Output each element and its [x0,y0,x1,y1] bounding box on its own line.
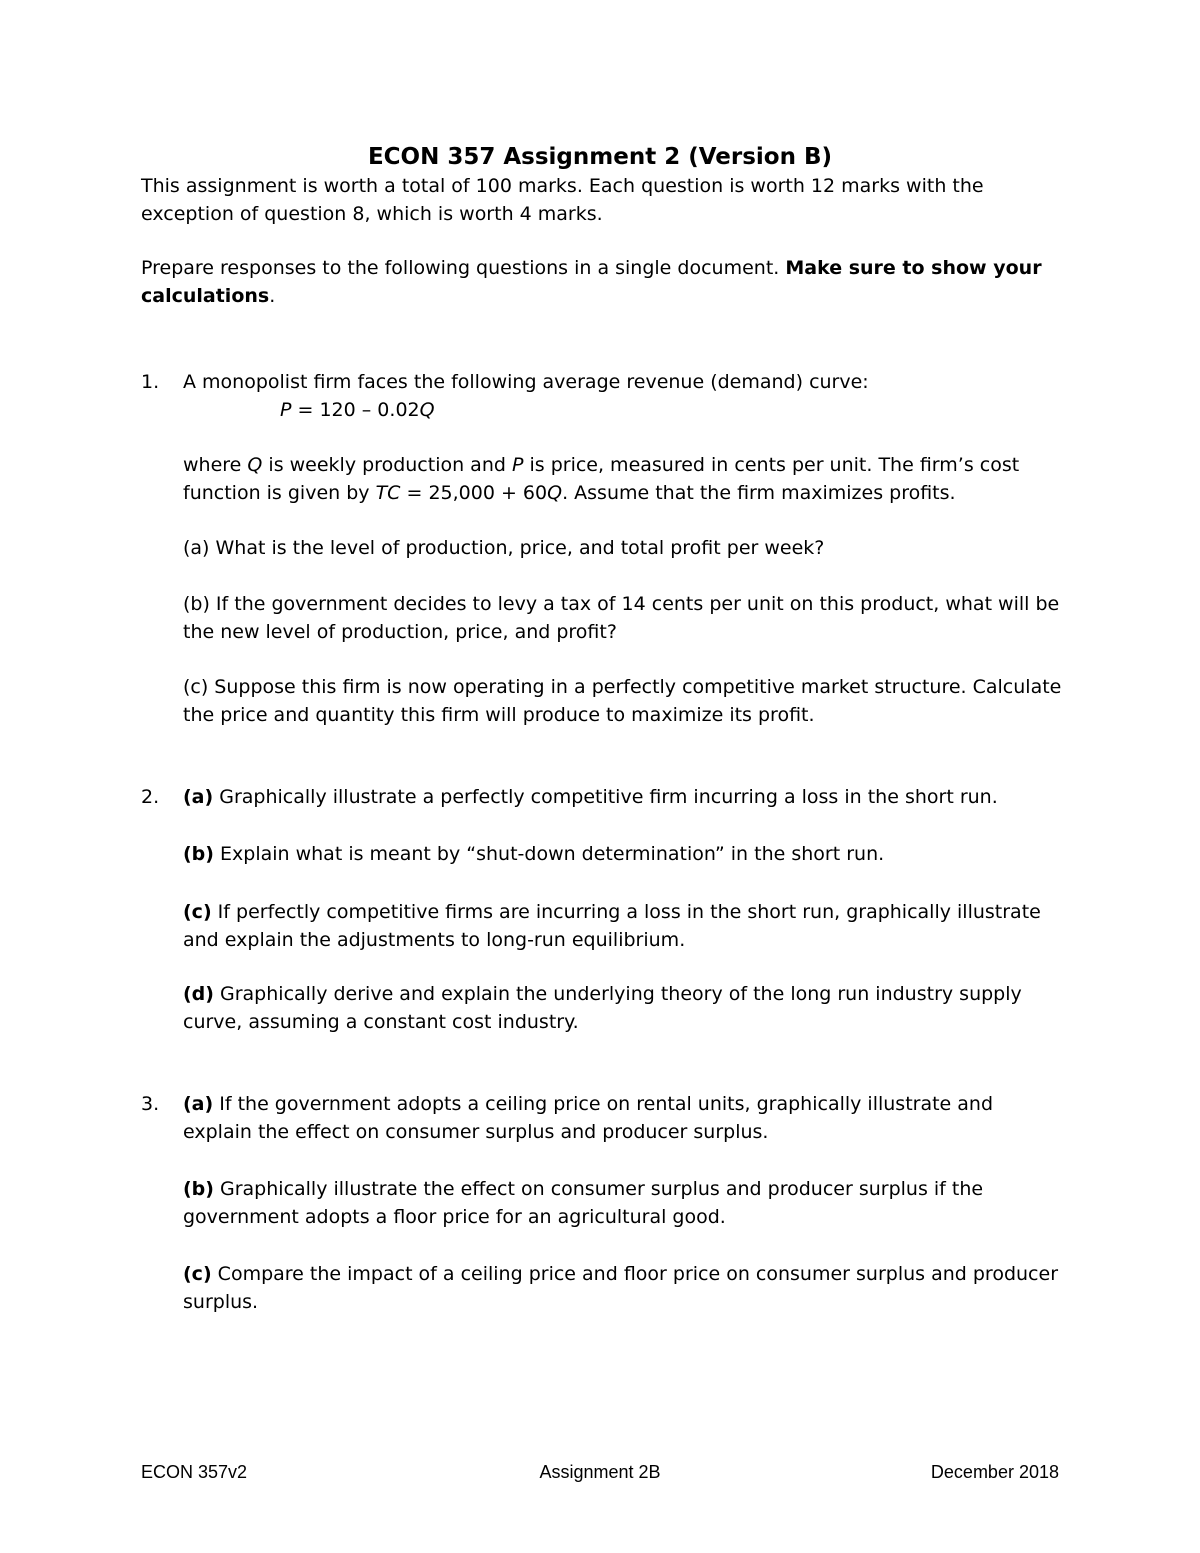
q2a-text: Graphically illustrate a perfectly competitive firm incurring a loss in the short run. [213,786,998,808]
question-2-number: 2. [141,786,160,808]
question-2a [183,783,1063,811]
q2d-label: (d) [183,983,214,1005]
intro-paragraph: This assignment is worth a total of 100 marks. Each question is worth 12 marks with the exception of question 8, which is worth 4 marks. [141,175,984,225]
footer-center: Assignment 2B [539,1462,661,1482]
where-text-4: = 25,000 + 60 [400,482,548,504]
instructions-text: Prepare responses to the following questions in a single document. [141,257,786,279]
where-var-tc: TC [375,482,401,504]
question-2b [183,840,1063,868]
q3c-text: Compare the impact of a ceiling price and floor price on consumer surplus and producer surplus. [183,1263,1059,1313]
question-3a [183,1090,1063,1146]
where-text-2: is weekly production and [262,454,512,476]
instructions-paragraph [141,254,1061,310]
where-var-p: P [511,454,524,476]
question-2c [183,898,1063,954]
demand-equation [280,396,435,424]
instructions-emphasis: Make sure to show your calculations [141,257,1042,307]
q2c-label: (c) [183,901,212,923]
question-3c [183,1260,1063,1316]
q2d-text: Graphically derive and explain the underlying theory of the long run industry supply curve, assuming a constant cost industry. [183,983,1022,1033]
q3b-text: Graphically illustrate the effect on consumer surplus and producer surplus if the government adopts a floor price for an agricultural good. [183,1178,984,1228]
question-3-number: 3. [141,1093,160,1115]
question-2d [183,980,1063,1036]
where-var-q2: Q [547,482,563,504]
where-text-1: where [183,454,248,476]
q3a-text: If the government adopts a ceiling price on rental units, graphically illustrate and explain the effect on consumer surplus and producer surplus. [183,1093,994,1143]
where-var-q: Q [247,454,263,476]
q3a-label: (a) [183,1093,214,1115]
question-3b [183,1175,1063,1231]
q2c-text: If perfectly competitive firms are incurring a loss in the short run, graphically illustrate and explain the adjustments to long-run equilibrium. [183,901,1041,951]
eq-q: Q [419,399,435,421]
page-title: ECON 357 Assignment 2 (Version B) [367,144,833,170]
footer-right: December 2018 [930,1462,1059,1482]
q2b-text: Explain what is meant by “shut-down determination” in the short run. [213,843,885,865]
question-1-where [183,451,1063,507]
question-1-number: 1. [141,371,160,393]
question-1a: (a) What is the level of production, price, and total profit per week? [183,537,825,559]
where-text-5: . Assume that the firm maximizes profits. [562,482,956,504]
eq-mid: = 120 – 0.02 [291,399,420,421]
instructions-period: . [269,285,276,307]
q2b-label: (b) [183,843,214,865]
eq-p: P [280,399,292,421]
where-text-3: is price, measured in cents per unit. The firm’s cost function is given by [183,454,1020,504]
q2a-label: (a) [183,786,214,808]
question-1b: (b) If the government decides to levy a tax of 14 cents per unit on this product, what will be the new level of production, price, and profit? [183,593,1060,643]
q3c-label: (c) [183,1263,212,1285]
question-1c: (c) Suppose this firm is now operating in a perfectly competitive market structure. Calculate the price and quantity this firm will produce to maximize its profit. [183,676,1062,726]
question-1-stem: A monopolist firm faces the following average revenue (demand) curve: [183,371,869,393]
q3b-label: (b) [183,1178,214,1200]
footer-left: ECON 357v2 [141,1462,248,1482]
